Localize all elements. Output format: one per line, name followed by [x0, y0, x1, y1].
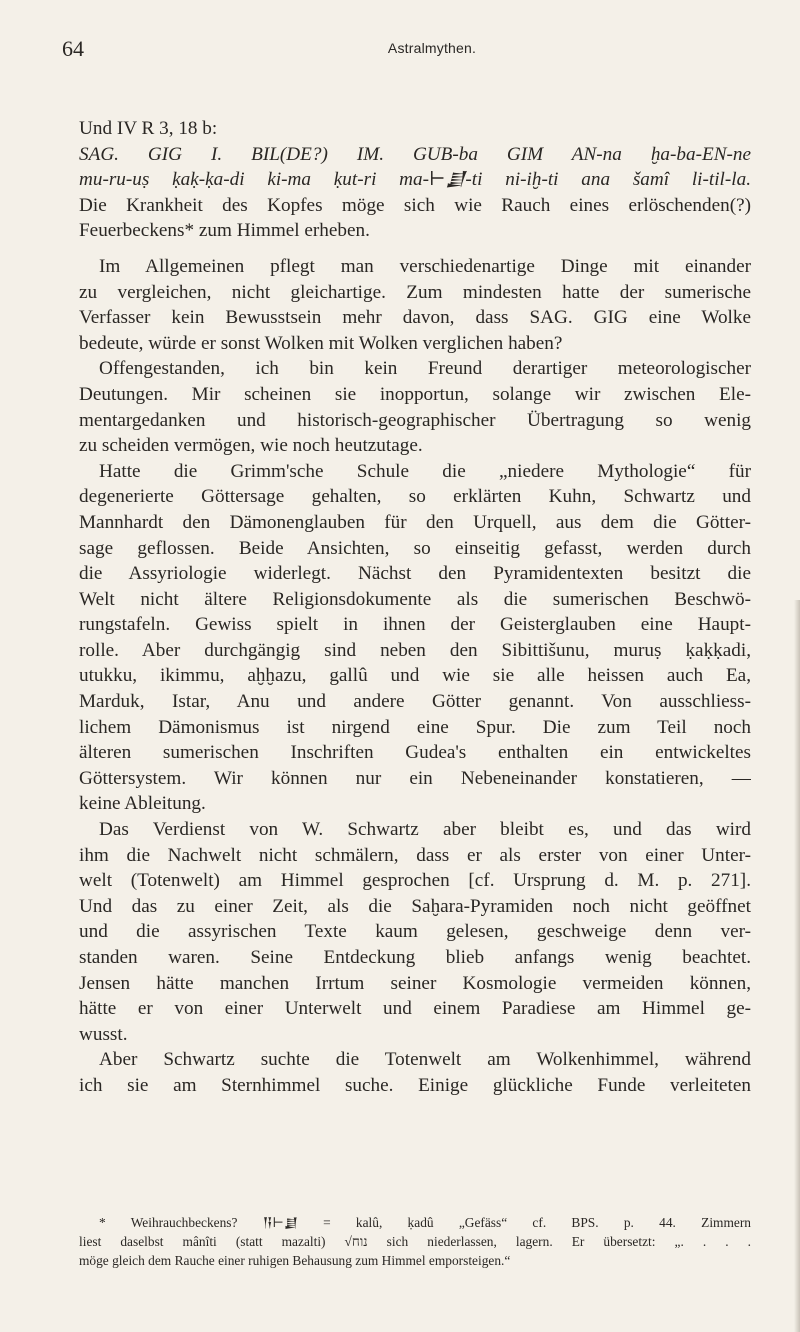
text-line: sage geflossen. Beide Ansichten, so einseitig gefasst, werden durch [79, 537, 751, 559]
text-line: und die assyrischen Texte kaum gelesen, geschweige denn ver- [79, 921, 751, 943]
text-line: Göttersystem. Wir können nur ein Nebeneinander konstatieren, — [79, 767, 751, 789]
text-line: Deutungen. Mir scheinen sie inopportun, solange wir zwischen Ele- [79, 383, 751, 405]
text-line: hätte er von einer Unterwelt und einem Paradiese am Himmel ge- [79, 998, 751, 1020]
text-line: bedeute, würde er sonst Wolken mit Wolken verglichen haben? [79, 332, 563, 354]
running-title: Astralmythen. [387, 40, 477, 56]
page-header [62, 36, 762, 66]
main-text [79, 116, 751, 1099]
text-line: zu scheiden vermögen, wie noch heutzutage. [79, 435, 423, 457]
page-number: 64 [62, 36, 84, 61]
text-line: Marduk, Istar, Anu und andere Götter genannt. Von ausschliess- [79, 691, 751, 713]
paragraph-start: Aber Schwartz suchte die Totenwelt am Wolkenhimmel, während [99, 1049, 751, 1071]
text-line: Und IV R 3, 18 b: [79, 118, 218, 139]
text-line: Mannhardt den Dämonenglauben für den Urquell, aus dem die Götter- [79, 511, 751, 533]
text-line: Jensen hätte manchen Irrtum seiner Kosmologie vermeiden können, [79, 972, 751, 994]
text-line: wusst. [79, 1023, 128, 1045]
text-line: lichem Dämonismus ist nirgend eine Spur. Die zum Teil noch [79, 716, 751, 738]
text-line: Feuerbeckens* zum Himmel erheben. [79, 220, 370, 242]
text-line: rungstafeln. Gewiss spielt in ihnen der Geisterglauben eine Haupt- [79, 614, 751, 636]
text-line: degenerierte Göttersage gehalten, so erklärten Kuhn, Schwartz und [79, 486, 751, 508]
text-line: die Assyriologie widerlegt. Nächst den Pyramidentexten besitzt die [79, 563, 751, 585]
text-line: zu vergleichen, nicht gleichartige. Zum mindesten hatte der sumerische [79, 281, 751, 303]
transliteration-line: SAG. GIG I. BIL(DE?) IM. GUB-ba GIM AN-na ḫa-ba-EN-ne [79, 143, 751, 165]
paragraph-start: Offengestanden, ich bin kein Freund derartiger meteorologischer [99, 358, 751, 380]
footnote [79, 1213, 751, 1270]
text-line: Welt nicht ältere Religionsdokumente als die sumerischen Beschwö- [79, 588, 751, 610]
text-line: Die Krankheit des Kopfes möge sich wie Rauch eines erlöschenden(?) [79, 194, 751, 216]
text-line: ihm die Nachwelt nicht schmälern, dass er als erster von einer Unter- [79, 844, 751, 866]
paragraph-start: Hatte die Grimm'sche Schule die „niedere Mythologie“ für [99, 460, 751, 482]
text-line: utukku, ikimmu, aḫḫazu, gallû und wie sie alle heissen auch Ea, [79, 665, 751, 687]
text-line: Und das zu einer Zeit, als die Saḫara-Pyramiden noch nicht geöffnet [79, 895, 751, 917]
footnote-line: möge gleich dem Rauche einer ruhigen Behausung zum Himmel emporsteigen.“ [79, 1253, 511, 1268]
page-edge-shadow [794, 600, 800, 1332]
footnote-line: liest daselbst mânîti (statt mazalti) √נוח sich niederlassen, lagern. Er übersetzt: „. . . . [79, 1234, 751, 1249]
text-line: welt (Totenwelt) am Himmel gesprochen [cf. Ursprung d. M. p. 271]. [79, 870, 751, 892]
transliteration-line: mu-ru-uṣ ḳaḳ-ḳa-di ki-ma ḳut-ri ma-⊢𒋗-ti ni-iḫ-ti ana šamî li-til-la. [79, 169, 751, 191]
text-line: mentargedanken und historisch-geographischer Übertragung so wenig [79, 409, 751, 431]
text-line: standen waren. Seine Entdeckung blieb anfangs wenig beachtet. [79, 947, 751, 968]
text-line: rolle. Aber durchgängig sind neben den Sibittišunu, muruṣ ḳaḳḳadi, [79, 639, 751, 661]
paragraph-start: Im Allgemeinen pflegt man verschiedenartige Dinge mit einander [99, 255, 751, 277]
paragraph-start: Das Verdienst von W. Schwartz aber bleibt es, und das wird [99, 819, 751, 841]
footnote-line: * Weihrauchbeckens? 𒀀⊢𒋗 = kalû, ḳadû „Gefäss“ cf. BPS. p. 44. Zimmern [99, 1215, 751, 1230]
text-line: ich sie am Sternhimmel suche. Einige glückliche Funde verleiteten [79, 1074, 751, 1096]
text-line: älteren sumerischen Inschriften Gudea's enthalten ein entwickeltes [79, 742, 751, 764]
text-line: Verfasser kein Bewusstsein mehr davon, dass SAG. GIG eine Wolke [79, 307, 751, 329]
text-line: keine Ableitung. [79, 793, 206, 815]
